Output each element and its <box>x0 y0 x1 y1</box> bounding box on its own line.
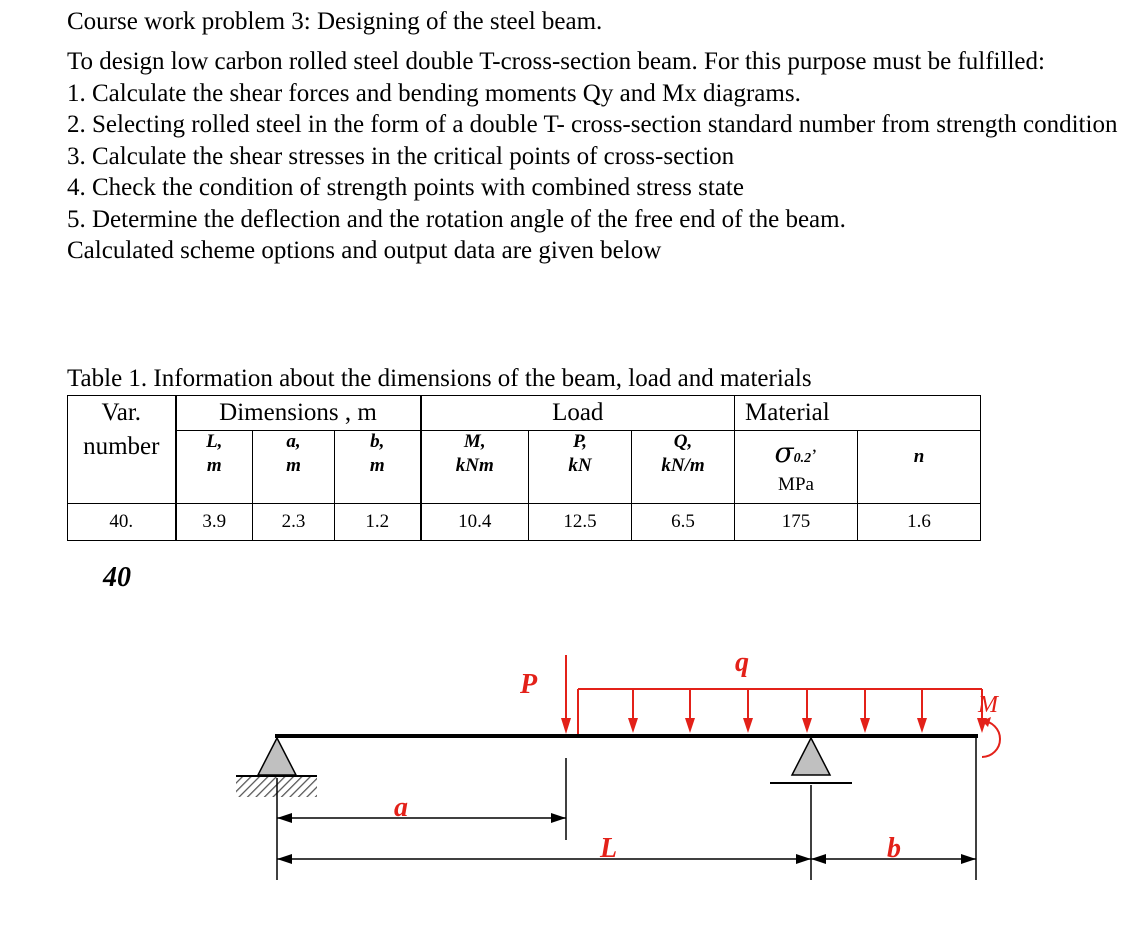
task-step-1: 1. Calculate the shear forces and bending moments Qy and Mx diagrams. <box>67 79 801 107</box>
col-L-unit: m <box>206 455 222 476</box>
col-L-name: L, <box>206 431 223 452</box>
moment-arc <box>982 721 1000 757</box>
sigma-subscript: 0.2 <box>793 451 812 466</box>
cell-L: 3.9 <box>176 504 253 541</box>
col-a-name: a, <box>286 431 301 452</box>
var-header-line-1: Var. <box>101 399 142 426</box>
right-support <box>770 738 852 783</box>
col-M-unit: kNm <box>455 455 494 476</box>
load-arrowhead-6 <box>917 718 927 733</box>
variant-label: 40 <box>103 562 131 593</box>
cell-b: 1.2 <box>335 504 421 541</box>
label-P: P <box>520 669 538 700</box>
label-a: a <box>394 792 408 823</box>
col-Q-unit: kN/m <box>661 455 705 476</box>
label-L: L <box>600 833 618 864</box>
col-M-name: M, <box>463 431 486 452</box>
point-load-head <box>561 718 571 734</box>
cell-n: 1.6 <box>858 504 981 541</box>
task-step-5: 5. Determine the deflection and the rotation angle of the free end of the beam. <box>67 205 846 233</box>
cell-P: 12.5 <box>529 504 632 541</box>
col-Q-name: Q, <box>673 431 693 452</box>
cell-Q: 6.5 <box>632 504 735 541</box>
page-title: Course work problem 3: Designing of the steel beam. <box>67 8 603 35</box>
col-n-name: n <box>913 446 925 467</box>
moment-label: M <box>978 692 998 718</box>
col-P-unit: kN <box>568 455 592 476</box>
point-load-arrow <box>561 655 571 734</box>
distributed-load <box>578 689 987 734</box>
col-b-name: b, <box>370 431 385 452</box>
left-support-triangle <box>258 738 296 775</box>
cell-var: 40. <box>68 504 176 541</box>
material-header: Material <box>735 396 981 431</box>
load-header: Load <box>421 396 735 431</box>
label-b: b <box>887 833 901 864</box>
sigma-unit: MPa <box>778 474 814 495</box>
label-q: q <box>735 647 749 678</box>
var-header-line-2: number <box>83 433 160 460</box>
col-b-unit: m <box>369 455 385 476</box>
dimension-lines <box>277 738 976 880</box>
task-closing: Calculated scheme options and output data are given below <box>67 237 662 264</box>
task-lead: To design low carbon rolled steel double T-cross-section beam. For this purpose must be fulfilled: <box>67 48 1045 75</box>
sigma-symbol: σ <box>774 436 794 469</box>
cell-a: 2.3 <box>253 504 335 541</box>
col-a-unit: m <box>286 455 301 476</box>
moment-symbol <box>982 717 1000 757</box>
task-step-3: 3. Calculate the shear stresses in the critical points of cross-section <box>67 142 735 170</box>
load-arrowhead-3 <box>743 718 753 733</box>
load-arrowhead-4 <box>802 718 812 733</box>
load-arrowhead-2 <box>685 718 695 733</box>
load-arrowhead-5 <box>860 718 870 733</box>
table-caption: Table 1. Information about the dimensions of the beam, load and materials <box>67 365 812 392</box>
cell-M: 10.4 <box>421 504 529 541</box>
task-step-4: 4. Check the condition of strength points with combined stress state <box>67 174 744 201</box>
load-arrowhead-1 <box>628 718 638 733</box>
dimensions-header: Dimensions , m <box>176 396 421 431</box>
right-support-triangle <box>792 738 830 775</box>
sigma-comma: ’ <box>811 446 818 467</box>
col-P-name: P, <box>573 431 587 452</box>
load-arrows <box>628 689 987 733</box>
cell-sigma: 175 <box>735 504 858 541</box>
task-step-2: 2. Selecting rolled steel in the form of a double T- cross-section standard number from strength condition <box>67 111 1118 138</box>
dimension-arrowheads <box>277 813 976 864</box>
